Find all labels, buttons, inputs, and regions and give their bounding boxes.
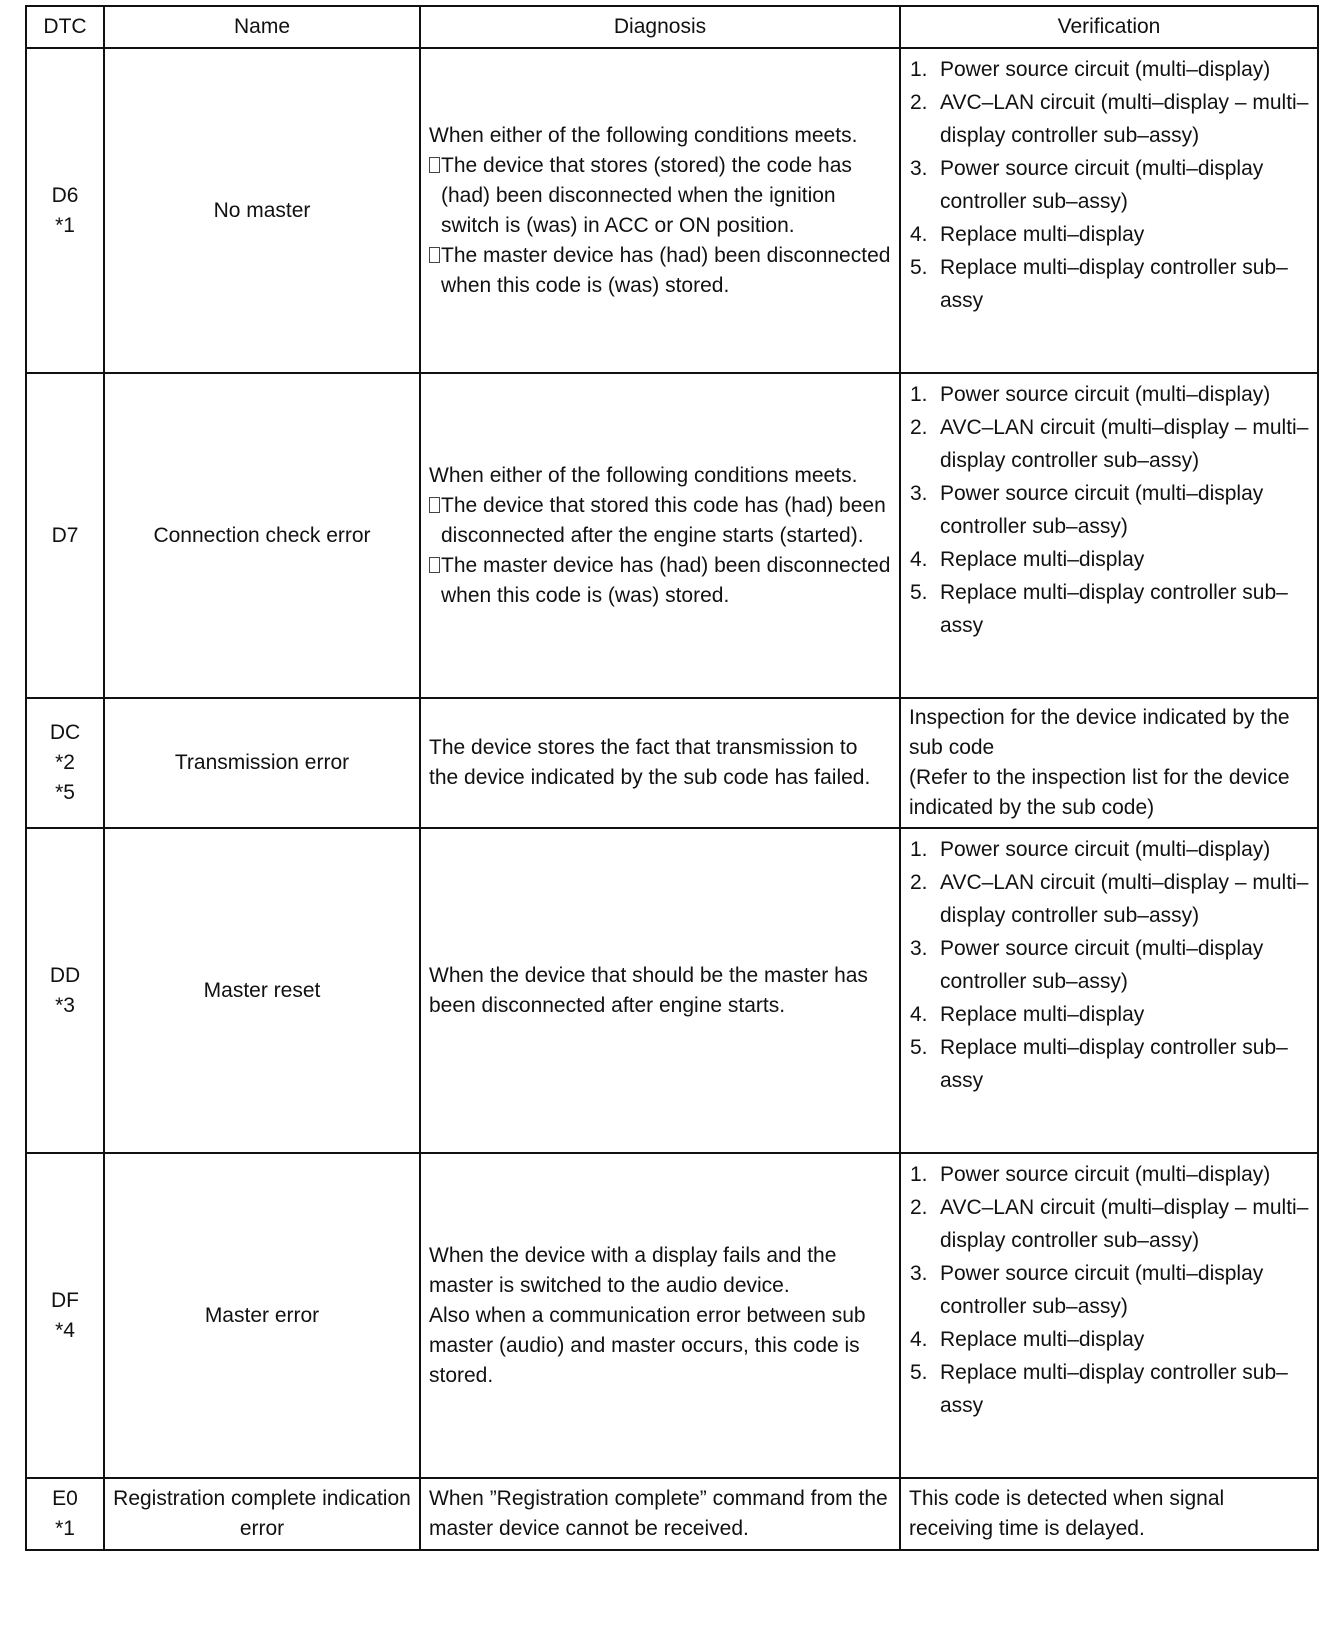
verification-cell [900, 1153, 1318, 1478]
dtc-cell [26, 1478, 104, 1550]
table-row [26, 698, 1318, 828]
dtc-note: *2 [55, 751, 75, 774]
name-cell: Registration complete indication error [104, 1478, 420, 1550]
verification-step: 3. Power source circuit (multi–display controller sub–assy) [910, 157, 1264, 213]
dtc-cell [26, 373, 104, 698]
dtc-cell [26, 1153, 104, 1478]
verification-step: 2. AVC–LAN circuit (multi–display – multi–display controller sub–assy) [910, 416, 1309, 472]
header-verification: Verification [900, 6, 1318, 48]
verification-step: 4. Replace multi–display [910, 1003, 1145, 1026]
verification-step: 1. Power source circuit (multi–display) [910, 1163, 1271, 1186]
verification-step: 2. AVC–LAN circuit (multi–display – multi–display controller sub–assy) [910, 871, 1309, 927]
verification-step: 5. Replace multi–display controller sub–assy [910, 1036, 1288, 1092]
diagnosis-cell [420, 48, 900, 373]
dtc-table [25, 5, 1319, 1551]
header-row [26, 6, 1318, 48]
verification-list [910, 833, 1309, 1097]
verification-cell [900, 373, 1318, 698]
dtc-note: *1 [55, 213, 75, 237]
dtc-cell [26, 698, 104, 828]
dtc-code: DC [49, 721, 81, 744]
diagnosis-cell [420, 1153, 900, 1478]
name-cell: Connection check error [104, 373, 420, 698]
dtc-cell [26, 48, 104, 373]
header-diagnosis: Diagnosis [420, 6, 900, 48]
diagnosis-intro: When either of the following conditions meets. [429, 463, 858, 487]
verification-cell [900, 698, 1318, 828]
header-dtc: DTC [26, 6, 104, 48]
verification-step: 1. Power source circuit (multi–display) [910, 58, 1271, 81]
dtc-code: D6 [51, 183, 79, 207]
dtc-code: DF [51, 1288, 79, 1312]
name-cell: Transmission error [104, 698, 420, 828]
verification-step: 2. AVC–LAN circuit (multi–display – multi–display controller sub–assy) [910, 91, 1309, 147]
name-cell: Master error [104, 1153, 420, 1478]
dtc-note: *3 [55, 993, 75, 1017]
verification-list [910, 53, 1309, 317]
verification-step: 5. Replace multi–display controller sub–assy [910, 256, 1288, 312]
verification-step: 3. Power source circuit (multi–display controller sub–assy) [910, 482, 1264, 538]
diagnosis-cell: When ”Registration complete” command from the master device cannot be received. [420, 1478, 900, 1550]
name-cell: Master reset [104, 828, 420, 1153]
verification-text: (Refer to the inspection list for the device indicated by the sub code) [909, 766, 1290, 819]
verification-list [910, 1158, 1309, 1422]
verification-step: 4. Replace multi–display [910, 223, 1145, 246]
table-row [26, 48, 1318, 373]
table-row [26, 373, 1318, 698]
verification-cell: This code is detected when signal receiving time is delayed. [900, 1478, 1318, 1550]
diagnosis-text: Also when a communication error between sub master (audio) and master occurs, this code is stored. [429, 1303, 866, 1387]
verification-step: 1. Power source circuit (multi–display) [910, 838, 1271, 861]
name-cell: No master [104, 48, 420, 373]
dtc-code: D7 [51, 523, 79, 547]
diagnosis-bullet: The master device has (had) been disconnected when this code is (was) stored. [429, 551, 891, 611]
verification-step: 1. Power source circuit (multi–display) [910, 383, 1271, 406]
diagnosis-bullet: The master device has (had) been disconnected when this code is (was) stored. [429, 241, 891, 301]
verification-step: 3. Power source circuit (multi–display controller sub–assy) [910, 937, 1264, 993]
verification-text: Inspection for the device indicated by the sub code [909, 706, 1290, 759]
verification-cell [900, 48, 1318, 373]
dtc-code: E0 [52, 1487, 78, 1510]
dtc-note: *4 [55, 1318, 75, 1342]
diagnosis-intro: When either of the following conditions meets. [429, 123, 858, 147]
verification-step: 4. Replace multi–display [910, 548, 1145, 571]
verification-step: 3. Power source circuit (multi–display controller sub–assy) [910, 1262, 1264, 1318]
verification-cell [900, 828, 1318, 1153]
verification-step: 5. Replace multi–display controller sub–assy [910, 1361, 1288, 1417]
diagnosis-bullet: The device that stored this code has (had) been disconnected after the engine starts (started). [429, 491, 891, 551]
verification-list [910, 378, 1309, 642]
diagnosis-cell [420, 373, 900, 698]
diagnosis-cell: The device stores the fact that transmission to the device indicated by the sub code has failed. [420, 698, 900, 828]
diagnosis-cell: When the device that should be the master has been disconnected after engine starts. [420, 828, 900, 1153]
verification-step: 5. Replace multi–display controller sub–assy [910, 581, 1288, 637]
table-row [26, 1478, 1318, 1550]
table-row [26, 828, 1318, 1153]
verification-step: 4. Replace multi–display [910, 1328, 1145, 1351]
verification-step: 2. AVC–LAN circuit (multi–display – multi–display controller sub–assy) [910, 1196, 1309, 1252]
diagnosis-bullet: The device that stores (stored) the code has (had) been disconnected when the ignition switch is (was) in ACC or ON position. [429, 151, 891, 241]
dtc-code: DD [49, 963, 81, 987]
dtc-cell [26, 828, 104, 1153]
diagnosis-text: When the device with a display fails and the master is switched to the audio device. [429, 1243, 837, 1297]
table-row [26, 1153, 1318, 1478]
dtc-note: *5 [55, 781, 75, 804]
header-name: Name [104, 6, 420, 48]
dtc-note: *1 [55, 1517, 75, 1540]
